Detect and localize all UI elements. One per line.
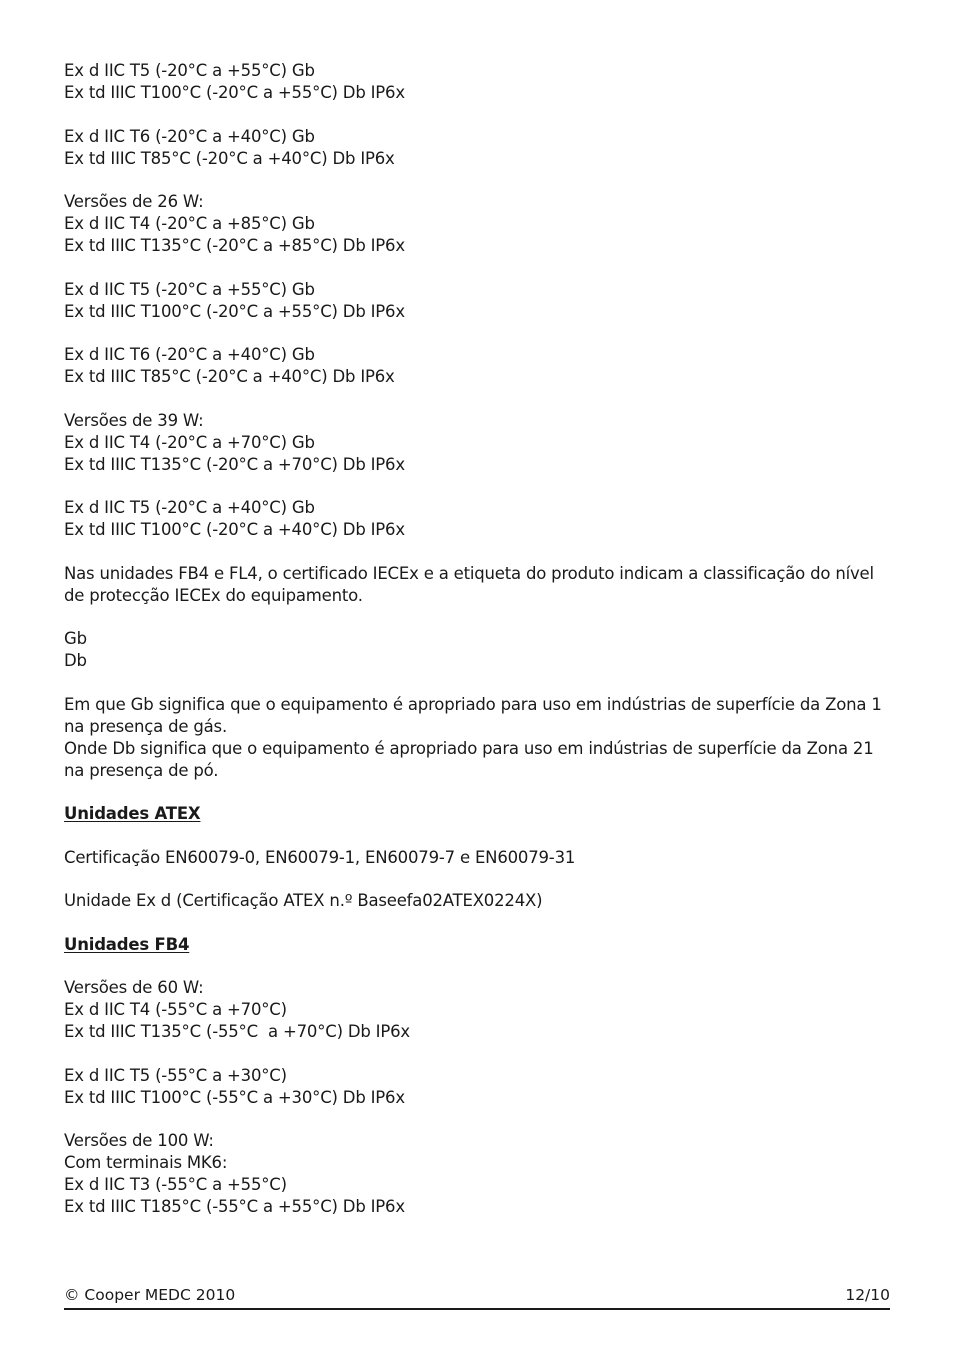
spec-line: Ex td IIIC T135°C (-20°C a +85°C) Db IP6x [64,236,405,255]
spec-line: Ex td IIIC T100°C (-20°C a +40°C) Db IP6x [64,520,405,539]
page-footer [64,1284,890,1310]
spec-block [64,497,890,541]
spec-line: Ex d IIC T5 (-55°C a +30°C) [64,1065,287,1085]
spec-line: Ex d IIC T5 (-20°C a +55°C) Gb [64,61,315,80]
version-label: Versões de 60 W: [64,978,204,997]
spec-line: Ex d IIC T6 (-20°C a +40°C) Gb [64,126,315,146]
spec-block [64,410,890,476]
spec-line: Ex td IIIC T135°C (-20°C a +70°C) Db IP6x [64,454,405,474]
spec-line: Ex d IIC T4 (-20°C a +85°C) Gb [64,214,315,233]
unit-exd-line: Unidade Ex d (Certificação ATEX n.º Baseefa02ATEX0224X) [64,891,543,910]
spec-line: Ex d IIC T3 (-55°C a +55°C) [64,1175,287,1194]
protection-levels [64,628,890,672]
spec-line: Ex td IIIC T85°C (-20°C a +40°C) Db IP6x [64,148,395,168]
level-gb: Gb [64,629,87,648]
spec-line: Ex td IIIC T100°C (-20°C a +55°C) Db IP6x [64,83,405,102]
spec-block [64,279,890,323]
spec-block [64,344,890,388]
section-heading-atex: Unidades ATEX [64,804,201,823]
spec-block [64,126,890,170]
version-label: Versões de 39 W: [64,410,204,430]
spec-line: Ex td IIIC T185°C (-55°C a +55°C) Db IP6x [64,1197,405,1216]
version-label: Versões de 26 W: [64,192,204,211]
copyright-text: © Cooper MEDC 2010 [64,1286,236,1304]
level-db: Db [64,651,87,670]
gb-definition: Em que Gb significa que o equipamento é apropriado para uso em indústrias de superfície da Zona 1 na presença de gás. [64,694,882,736]
spec-line: Ex td IIIC T85°C (-20°C a +40°C) Db IP6x [64,367,395,386]
spec-line: Ex td IIIC T135°C (-55°C a +70°C) Db IP6x [64,1022,410,1041]
spec-line: Ex td IIIC T100°C (-20°C a +55°C) Db IP6x [64,301,405,321]
certification-line: Certificação EN60079-0, EN60079-1, EN60079-7 e EN60079-31 [64,847,576,867]
version-label: Versões de 100 W: [64,1131,214,1150]
terminal-label: Com terminais MK6: [64,1153,228,1172]
spec-line: Ex d IIC T5 (-20°C a +55°C) Gb [64,279,315,299]
page-number: 12/10 [845,1286,890,1304]
spec-line: Ex d IIC T6 (-20°C a +40°C) Gb [64,345,315,364]
spec-block [64,1065,890,1109]
section-heading-fb4: Unidades FB4 [64,934,190,954]
spec-line: Ex d IIC T4 (-20°C a +70°C) Gb [64,432,315,452]
spec-block [64,977,890,1043]
db-definition: Onde Db significa que o equipamento é apropriado para uso em indústrias de superfície da Zona 21 na presença de pó. [64,738,874,780]
spec-line: Ex d IIC T4 (-55°C a +70°C) [64,1000,287,1019]
spec-block [64,1130,890,1218]
spec-line: Ex td IIIC T100°C (-55°C a +30°C) Db IP6x [64,1087,405,1107]
iecex-paragraph: Nas unidades FB4 e FL4, o certificado IECEx e a etiqueta do produto indicam a classificação do nível de protecção IECEx do equipamento. [64,563,874,605]
spec-block [64,60,890,104]
spec-block [64,191,890,257]
document-body [64,60,890,1218]
spec-line: Ex d IIC T5 (-20°C a +40°C) Gb [64,498,315,517]
